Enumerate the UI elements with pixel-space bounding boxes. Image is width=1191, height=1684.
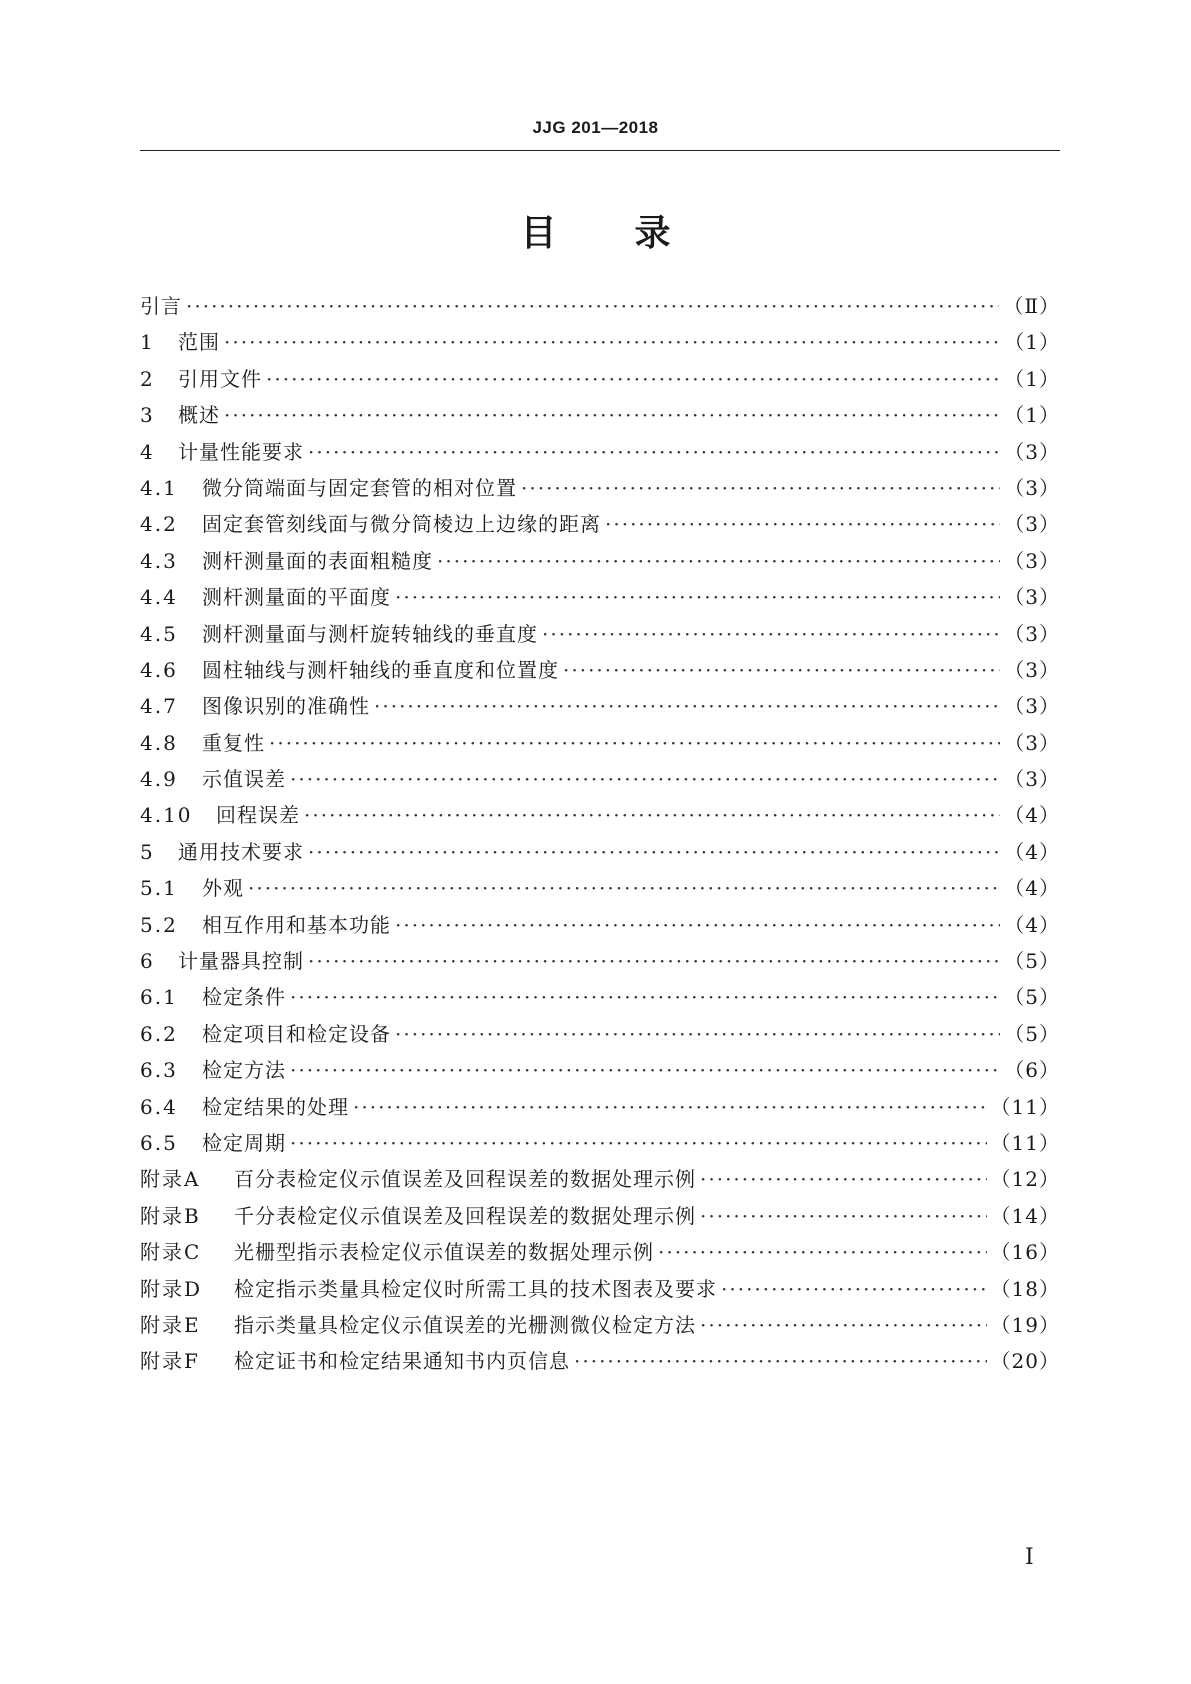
toc-entry-page: （3） [1004,694,1060,719]
toc-entry-number: 附录E [140,1312,201,1337]
toc-entry[interactable] [140,618,1060,654]
toc-entry-number: 1 [140,330,155,355]
header-rule [140,150,1060,151]
toc-entry[interactable] [140,472,1060,508]
toc-entry-number: 3 [140,403,155,428]
toc-entry-label: 圆柱轴线与测杆轴线的垂直度和位置度 [202,657,559,682]
toc-entry-label: 概述 [178,403,220,428]
toc-entry-page: （3） [1004,621,1060,646]
toc-entry-page: （11） [990,1130,1060,1155]
toc-entry-label: 通用技术要求 [178,839,304,864]
toc-entry-appendix[interactable] [140,1309,1060,1345]
toc-entry-page: （11） [990,1094,1060,1119]
toc-entry-number: 6.2 [140,1021,178,1046]
toc-entry-number: 6.5 [140,1130,178,1155]
toc-leader-dots [521,476,1000,500]
toc-leader-dots [353,1095,987,1119]
toc-entry[interactable] [140,1018,1060,1054]
toc-leader-dots [269,731,1000,755]
toc-entry[interactable] [140,1054,1060,1090]
toc-leader-dots [266,367,1000,391]
toc-entry[interactable] [140,581,1060,617]
toc-entry-number: 5.1 [140,876,178,901]
toc-entry-page: （3） [1004,439,1060,464]
toc-entry[interactable] [140,363,1060,399]
toc-leader-dots [308,840,1000,864]
toc-entry-number: 5 [140,839,155,864]
toc-entry-label: 引用文件 [178,366,262,391]
toc-entry[interactable] [140,1091,1060,1127]
toc-entry-page: （3） [1004,475,1060,500]
toc-entry-label: 重复性 [202,730,265,755]
toc-leader-dots [574,1349,987,1373]
toc-entry-label: 百分表检定仪示值误差及回程误差的数据处理示例 [234,1167,696,1192]
toc-entry-label: 外观 [202,876,244,901]
table-of-contents [140,290,1060,1382]
toc-entry-page: （3） [1004,730,1060,755]
toc-entry[interactable] [140,836,1060,872]
toc-entry-page: （19） [990,1312,1060,1337]
toc-entry-number: 4.3 [140,548,178,573]
toc-entry-number: 4.5 [140,621,178,646]
toc-entry-page: （14） [990,1203,1060,1228]
page-number: Ⅰ [1025,1545,1034,1570]
toc-entry-page: （16） [990,1240,1060,1265]
toc-leader-dots [224,330,1000,354]
toc-entry-label: 测杆测量面与测杆旋转轴线的垂直度 [202,621,538,646]
toc-entry-page: （4） [1004,912,1060,937]
toc-entry[interactable] [140,763,1060,799]
toc-leader-dots [395,913,1000,937]
toc-leader-dots [437,549,1000,573]
toc-entry-page: （6） [1004,1058,1060,1083]
toc-leader-dots [186,294,999,318]
toc-leader-dots [290,1058,1000,1082]
header-code: JJG 201—2018 [532,118,659,137]
toc-entry[interactable] [140,399,1060,435]
toc-entry-label: 示值误差 [202,767,286,792]
toc-entry-label: 检定方法 [202,1058,286,1083]
toc-entry[interactable] [140,727,1060,763]
toc-entry-page: （4） [1004,803,1060,828]
toc-leader-dots [395,585,1000,609]
toc-entry-page: （18） [990,1276,1060,1301]
page-title: 目录 [520,213,749,254]
toc-entry[interactable] [140,799,1060,835]
toc-entry[interactable] [140,1127,1060,1163]
toc-entry[interactable] [140,981,1060,1017]
toc-entry-label: 检定指示类量具检定仪时所需工具的技术图表及要求 [234,1276,717,1301]
toc-entry-page: （5） [1004,985,1060,1010]
toc-entry-number: 附录D [140,1276,203,1301]
toc-entry[interactable] [140,545,1060,581]
toc-entry-label: 检定条件 [202,985,286,1010]
toc-entry-number: 4.2 [140,512,178,537]
toc-entry-number: 4.9 [140,767,178,792]
toc-leader-dots [248,876,1000,900]
toc-leader-dots [374,694,1000,718]
toc-entry-page: （3） [1004,657,1060,682]
toc-entry-page: （1） [1004,403,1060,428]
toc-entry-label: 范围 [178,330,220,355]
toc-entry-number: 4.7 [140,694,178,719]
toc-entry-label: 引言 [140,294,182,318]
toc-entry-label: 计量器具控制 [178,949,304,974]
toc-entry-label: 固定套管刻线面与微分筒棱边上边缘的距离 [202,512,601,537]
toc-leader-dots [700,1167,987,1191]
toc-leader-dots [304,803,1000,827]
toc-entry-label: 相互作用和基本功能 [202,912,391,937]
toc-entry-page: （3） [1004,585,1060,610]
toc-entry-number: 2 [140,366,155,391]
toc-entry-label: 检定项目和检定设备 [202,1021,391,1046]
toc-leader-dots [700,1204,987,1228]
toc-leader-dots [542,622,1000,646]
toc-leader-dots [290,985,1000,1009]
toc-entry-label: 检定结果的处理 [202,1094,349,1119]
toc-entry-number: 4.4 [140,585,178,610]
toc-entry-label: 光栅型指示表检定仪示值误差的数据处理示例 [234,1240,654,1265]
toc-entry-appendix[interactable] [140,1236,1060,1272]
toc-leader-dots [605,512,1000,536]
toc-entry-page: （3） [1004,512,1060,537]
toc-entry[interactable] [140,945,1060,981]
toc-entry-page: （4） [1004,839,1060,864]
toc-entry-number: 6 [140,949,155,974]
toc-leader-dots [700,1313,987,1337]
toc-leader-dots [395,1022,1000,1046]
toc-leader-dots [308,949,1000,973]
toc-entry-number: 附录B [140,1203,201,1228]
toc-entry-page: （4） [1004,876,1060,901]
toc-leader-dots [563,658,1000,682]
toc-entry-page: （12） [990,1167,1060,1192]
toc-leader-dots [658,1240,987,1264]
toc-entry-label: 计量性能要求 [178,439,304,464]
toc-entry-number: 附录C [140,1240,202,1265]
toc-entry-page: （5） [1004,949,1060,974]
toc-entry-page: （5） [1004,1021,1060,1046]
toc-entry-appendix[interactable] [140,1163,1060,1199]
toc-entry-label: 指示类量具检定仪示值误差的光栅测微仪检定方法 [234,1312,696,1337]
toc-entry[interactable] [140,872,1060,908]
toc-entry-appendix[interactable] [140,1273,1060,1309]
toc-entry-page: （1） [1004,366,1060,391]
toc-entry[interactable] [140,690,1060,726]
toc-entry-appendix[interactable] [140,1200,1060,1236]
toc-entry-appendix[interactable] [140,1345,1060,1381]
toc-entry-label: 检定证书和检定结果通知书内页信息 [234,1349,570,1374]
toc-entry-number: 6.1 [140,985,178,1010]
toc-entry-number: 6.3 [140,1058,178,1083]
toc-entry-label: 测杆测量面的平面度 [202,585,391,610]
toc-leader-dots [721,1277,987,1301]
toc-entry[interactable] [140,909,1060,945]
toc-entry-label: 微分筒端面与固定套管的相对位置 [202,475,517,500]
toc-entry-number: 4.10 [140,803,193,828]
toc-leader-dots [224,403,1000,427]
toc-entry-number: 4 [140,439,155,464]
toc-entry[interactable] [140,436,1060,472]
toc-entry[interactable] [140,326,1060,362]
toc-entry-label: 图像识别的准确性 [202,694,370,719]
toc-entry-label: 千分表检定仪示值误差及回程误差的数据处理示例 [234,1203,696,1228]
toc-entry-page: （3） [1004,767,1060,792]
toc-entry-number: 5.2 [140,912,178,937]
toc-leader-dots [290,767,1000,791]
toc-entry-preface[interactable] [140,290,1060,326]
toc-entry[interactable] [140,654,1060,690]
toc-entry-number: 4.6 [140,657,178,682]
toc-entry-number: 附录F [140,1349,200,1374]
toc-entry-number: 4.8 [140,730,178,755]
toc-entry-number: 6.4 [140,1094,178,1119]
toc-entry-page: （3） [1004,548,1060,573]
toc-entry-number: 附录A [140,1167,201,1192]
toc-leader-dots [290,1131,987,1155]
toc-entry[interactable] [140,508,1060,544]
toc-entry-page: （20） [990,1349,1060,1374]
toc-entry-label: 回程误差 [216,803,300,828]
toc-entry-label: 测杆测量面的表面粗糙度 [202,548,433,573]
toc-entry-page: （1） [1004,330,1060,355]
toc-entry-page: （Ⅱ） [1003,294,1060,318]
toc-entry-label: 检定周期 [202,1130,286,1155]
toc-leader-dots [308,440,1000,464]
toc-entry-number: 4.1 [140,475,178,500]
